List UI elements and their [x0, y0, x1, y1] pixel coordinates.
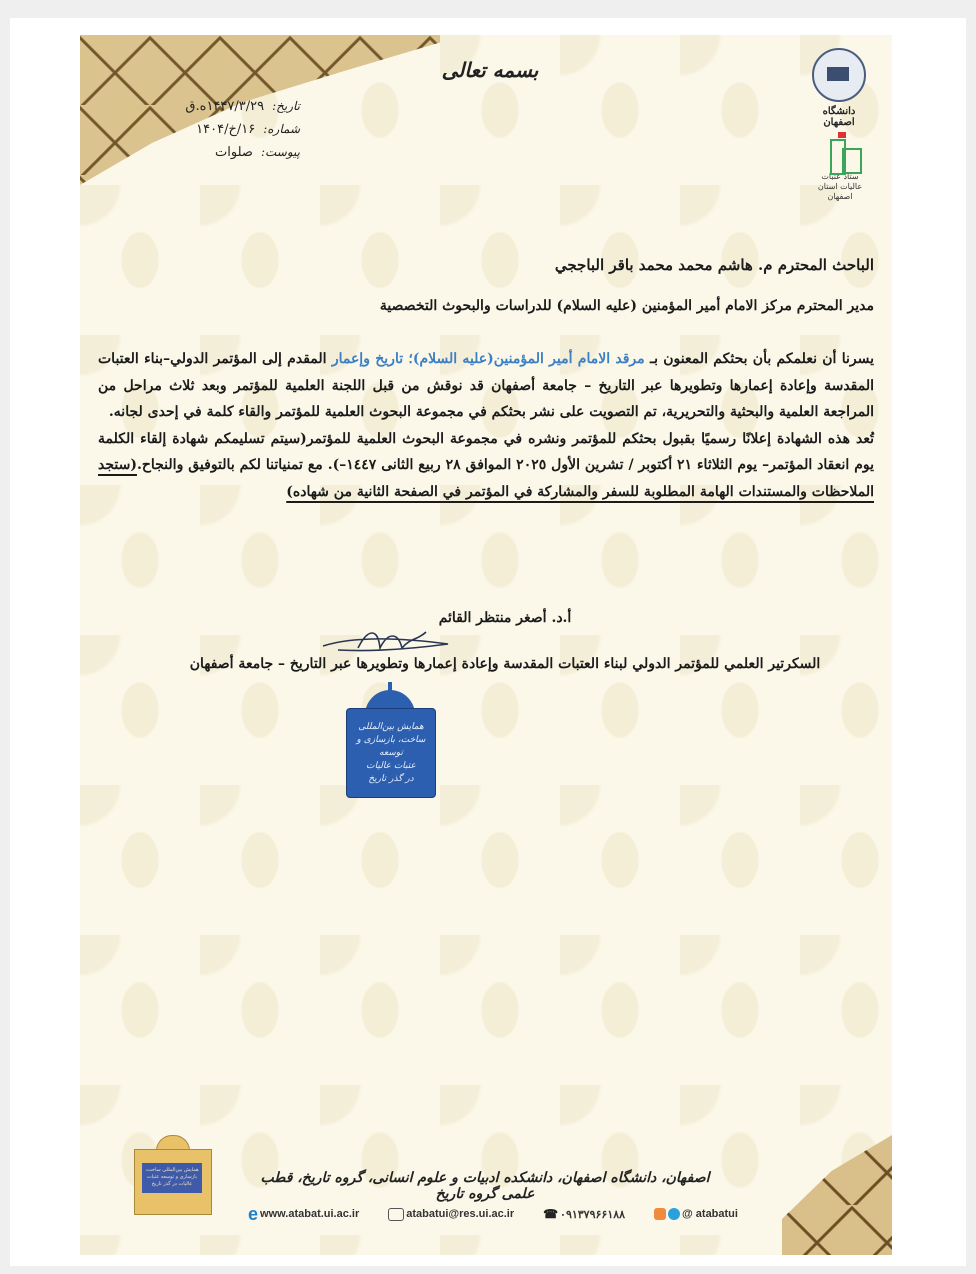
- body-p1-start: يسرنا أن نعلمكم بأن بحثكم المعنون بـ: [644, 351, 874, 367]
- university-logo: [806, 48, 872, 128]
- recipient-line: الباحث المحترم م. هاشم محمد محمد باقر الباججي: [554, 256, 874, 274]
- email-text: atabatui@res.ui.ac.ir: [406, 1208, 515, 1220]
- organization-name: ستاد عتبات عالیات استان اصفهان: [817, 172, 863, 201]
- social-text: @ atabatui: [682, 1208, 738, 1220]
- stamp-line: عتبات عالیات: [366, 760, 416, 771]
- letter-meta: [185, 95, 300, 164]
- email-link[interactable]: [388, 1208, 514, 1221]
- date-row: [185, 95, 300, 118]
- organization-logo: [810, 132, 870, 202]
- number-label: شماره:: [263, 122, 300, 136]
- decorative-corner-bottom-right: [782, 1135, 892, 1255]
- website-text: www.atabat.ui.ac.ir: [260, 1208, 360, 1220]
- official-stamp: [346, 690, 436, 798]
- number-row: [190, 118, 300, 141]
- research-title: مرقد الامام أمير المؤمنين(عليه السلام)؛ تاريخ وإعمار: [331, 351, 645, 367]
- social-handle[interactable]: [654, 1208, 738, 1220]
- telegram-icon: [668, 1208, 680, 1220]
- recipient-title: مدير المحترم مركز الامام أمير المؤمنين (عليه السلام) للدراسات والبحوث التخصصية: [379, 298, 874, 314]
- body-p2: تُعد هذه الشهادة إعلانًا رسميًا بقبول بحثكم للمؤتمر ونشره في مجموعة البحوث العلمية للمؤتمر(سيتم تسليمكم شهادة إلقاء الكلمة يوم انعقاد المؤتمر– يوم الثلاثاء ٢١ أكتوبر / تشرين الأول ٢٠٢٥ الموافق ٢٨ ربيع الثانى ١٤٤٧–). مع تمنياتنا لكم بالتوفيق والنجاح.: [98, 430, 874, 473]
- body-p1-end: المقدم إلى المؤتمر الدولي–بناء العتبات المقدسة وإعادة إعمارها وتطويرها عبر التاريخ – جامعة أصفهان قد نوقش من قبل اللجنة العلمية للمؤتمر وبعد ثلاث مراحل من المراجعة العلمية والبحثية والتحريرية، تم التصويت على نشر بحثكم في مجموعة البحوث العلمية للمؤتمر والقاء كلمة في إحدى لجانه.: [98, 351, 874, 420]
- signer-title: السكرتير العلمي للمؤتمر الدولي لبناء العتبات المقدسة وإعادة إعمارها وتطويرها عبر التاريخ – جامعة أصفهان: [189, 656, 821, 672]
- stamp-line: در گذر تاریخ: [368, 773, 414, 784]
- attachment-row: [190, 141, 300, 164]
- browser-icon: e: [248, 1204, 259, 1224]
- conference-logo-text: همایش بین‌المللی ساخت، بازسازی و توسعه عتبات عالیات در گذر تاریخ: [142, 1163, 202, 1193]
- date-value: ۱۴۴۷/۳/۲۹ه.ق: [185, 99, 265, 114]
- attachment-label: پیوست:: [260, 145, 300, 159]
- phone-number: [543, 1207, 625, 1221]
- stamp-line: ساخت، بازسازی و توسعه: [356, 734, 426, 758]
- number-value: ۱۶/خ/۱۴۰۴: [196, 122, 256, 137]
- website-link[interactable]: [248, 1206, 359, 1222]
- bismillah-heading: بسمه تعالی: [441, 58, 539, 82]
- phone-icon: ☎: [543, 1207, 559, 1221]
- phone-text: ۰۹۱۳۷۹۶۶۱۸۸: [560, 1208, 626, 1221]
- stamp-line: همایش بین‌المللی: [358, 721, 424, 732]
- email-icon: [388, 1208, 404, 1221]
- footer-address: اصفهان، دانشگاه اصفهان، دانشکده ادبیات و علوم انسانی، گروه تاریخ، قطب علمی گروه تاریخ: [260, 1170, 710, 1202]
- date-label: تاریخ:: [272, 99, 300, 113]
- body-p2-note: (ستجد الملاحظات والمستندات الهامة المطلوبة للسفر والمشاركة في المؤتمر في الصفحة الثانية من شهاده): [98, 457, 874, 500]
- signer-name: أ.د. أصغر منتظر القائم: [438, 610, 572, 626]
- footer-contacts: [248, 1205, 738, 1223]
- letter-body: [98, 346, 874, 505]
- conference-logo: [134, 1135, 212, 1215]
- letter-page: [80, 35, 892, 1255]
- shrine-book-icon: [820, 132, 860, 172]
- university-name: دانشگاه اصفهان: [822, 106, 856, 128]
- instagram-icon: [654, 1208, 666, 1220]
- university-seal-icon: [812, 48, 866, 102]
- attachment-value: صلوات: [215, 145, 253, 160]
